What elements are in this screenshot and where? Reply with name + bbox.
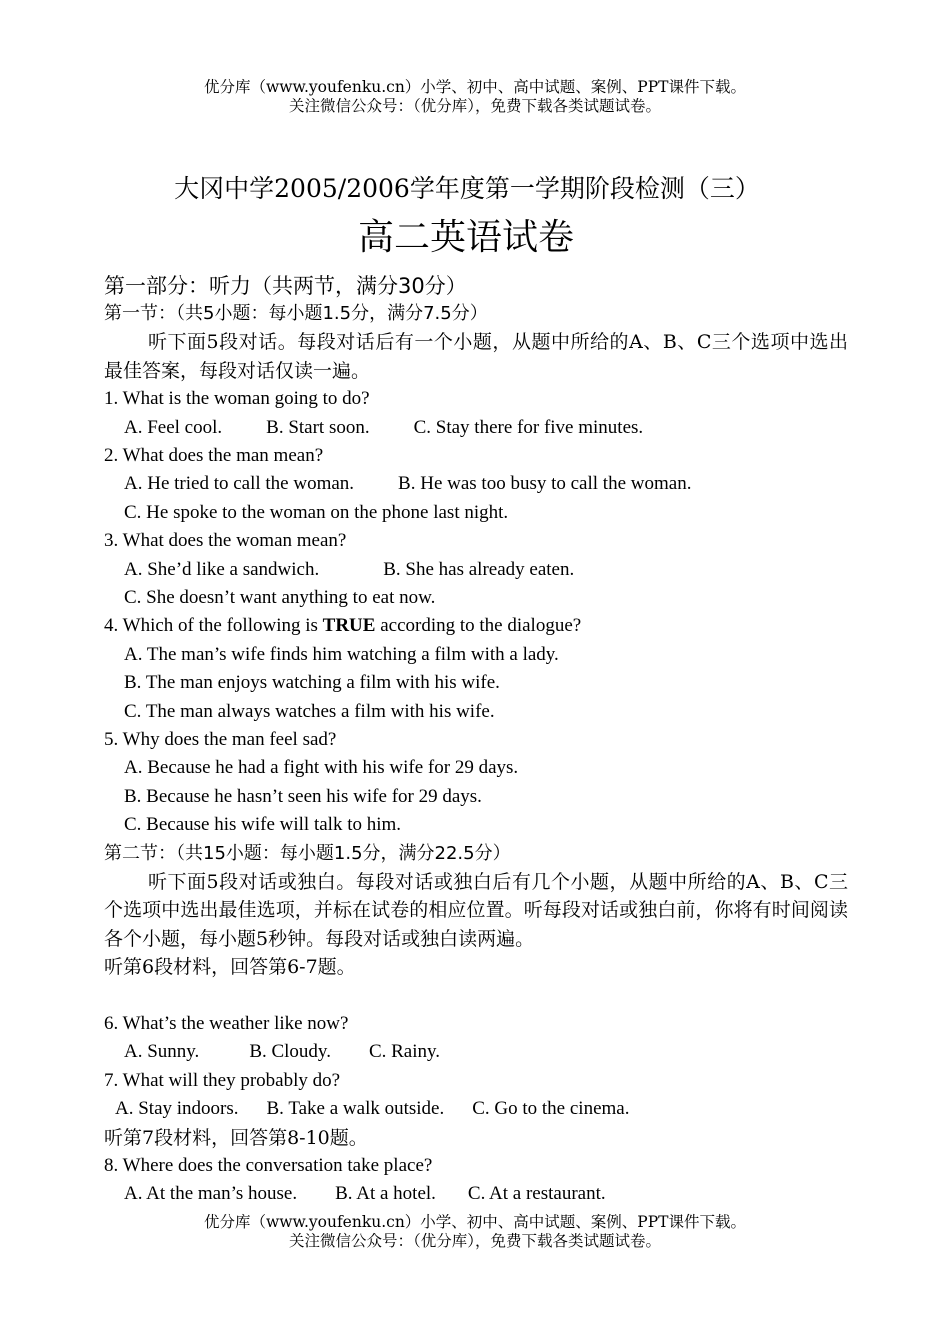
- section1-heading: 第一节：（共5小题：每小题1.5分，满分7.5分）: [104, 303, 488, 324]
- banner-line-2: 关注微信公众号：（优分库），免费下载各类试题试卷。: [288, 1232, 661, 1250]
- exam-content: [104, 170, 848, 1209]
- banner-line-2: 关注微信公众号：（优分库），免费下载各类试题试卷。: [288, 97, 661, 115]
- option-c: C. She doesn’t want anything to eat now.: [124, 587, 436, 609]
- option-b: B. Start soon.: [266, 416, 370, 438]
- section2-heading: 第二节：（共15小题：每小题1.5分，满分22.5分）: [104, 842, 511, 864]
- option-c: C. Rainy.: [368, 1041, 441, 1063]
- option-c: C. Because his wife will talk to him.: [124, 814, 402, 836]
- question-7: 7. What will they probably do?: [104, 1069, 341, 1091]
- option-a: A. Because he had a fight with his wife for 29 days.: [124, 757, 519, 779]
- question-4: [104, 612, 848, 640]
- option-c: C. At a restaurant.: [467, 1183, 606, 1205]
- option-c: C. The man always watches a film with his wife.: [124, 700, 495, 722]
- option-b: B. Because he hasn’t seen his wife for 29 days.: [124, 785, 482, 807]
- option-b: B. He was too busy to call the woman.: [398, 473, 692, 495]
- option-c: C. He spoke to the woman on the phone last night.: [124, 501, 509, 523]
- options-row: [104, 1038, 848, 1066]
- question-3: 3. What does the woman mean?: [104, 530, 347, 552]
- top-banner: [0, 78, 950, 116]
- section1-instructions: 听下面5段对话。每段对话后有一个小题，从题中所给的A、B、C三个选项中选出最佳答案，每段对话仅读一遍。: [104, 331, 848, 382]
- question-8: 8. Where does the conversation take place?: [104, 1154, 433, 1176]
- option-a: A. He tried to call the woman.: [124, 473, 355, 495]
- part1-heading: 第一部分：听力（共两节，满分30分）: [104, 274, 467, 298]
- exam-title: 高二英语试卷: [357, 217, 574, 258]
- options-row: [104, 1095, 848, 1123]
- blank-line: [104, 982, 848, 1010]
- options-row: [104, 556, 848, 584]
- option-b: B. At a hotel.: [335, 1183, 436, 1205]
- option-a: A. She’d like a sandwich.: [124, 558, 320, 580]
- option-b: B. Take a walk outside.: [266, 1098, 445, 1120]
- exam-subtitle: 大冈中学2005/2006学年度第一学期阶段检测（三）: [174, 174, 760, 203]
- question-4-text-end: according to the dialogue?: [375, 615, 582, 637]
- option-a: A. Sunny.: [124, 1041, 200, 1063]
- option-c: C. Stay there for five minutes.: [413, 416, 644, 438]
- options-row: [104, 1180, 848, 1208]
- options-row: [104, 414, 848, 442]
- option-a: A. At the man’s house.: [124, 1183, 298, 1205]
- material-7-note: 听第7段材料，回答第8-10题。: [104, 1126, 368, 1149]
- material-6-note: 听第6段材料，回答第6-7题。: [104, 956, 356, 979]
- question-5: 5. Why does the man feel sad?: [104, 729, 337, 751]
- banner-line-1: 优分库（www.youfenku.cn）小学、初中、高中试题、案例、PPT课件下载。: [203, 1213, 747, 1231]
- options-row: [104, 470, 848, 498]
- bottom-banner: [0, 1213, 950, 1251]
- option-a: A. The man’s wife finds him watching a film with a lady.: [124, 643, 559, 665]
- option-b: B. She has already eaten.: [383, 558, 575, 580]
- question-1: 1. What is the woman going to do?: [104, 388, 370, 410]
- question-4-text: 4. Which of the following is: [104, 615, 323, 637]
- question-2: 2. What does the man mean?: [104, 445, 324, 466]
- question-4-emphasis: TRUE: [322, 615, 376, 637]
- banner-line-1: 优分库（www.youfenku.cn）小学、初中、高中试题、案例、PPT课件下载。: [203, 78, 747, 96]
- option-c: C. Go to the cinema.: [472, 1098, 630, 1120]
- option-a: A. Stay indoors.: [115, 1098, 239, 1120]
- option-a: A. Feel cool.: [124, 416, 223, 438]
- section2-instructions: 听下面5段对话或独白。每段对话或独白后有几个小题，从题中所给的A、B、C三个选项中选出最佳选项，并标在试卷的相应位置。听每段对话或独白前，你将有时间阅读各个小题，每小题5秒钟。每段对话或独白读两遍。: [104, 870, 848, 950]
- option-b: B. Cloudy.: [249, 1041, 331, 1063]
- option-b: B. The man enjoys watching a film with his wife.: [124, 672, 500, 694]
- question-6: 6. What’s the weather like now?: [104, 1012, 349, 1034]
